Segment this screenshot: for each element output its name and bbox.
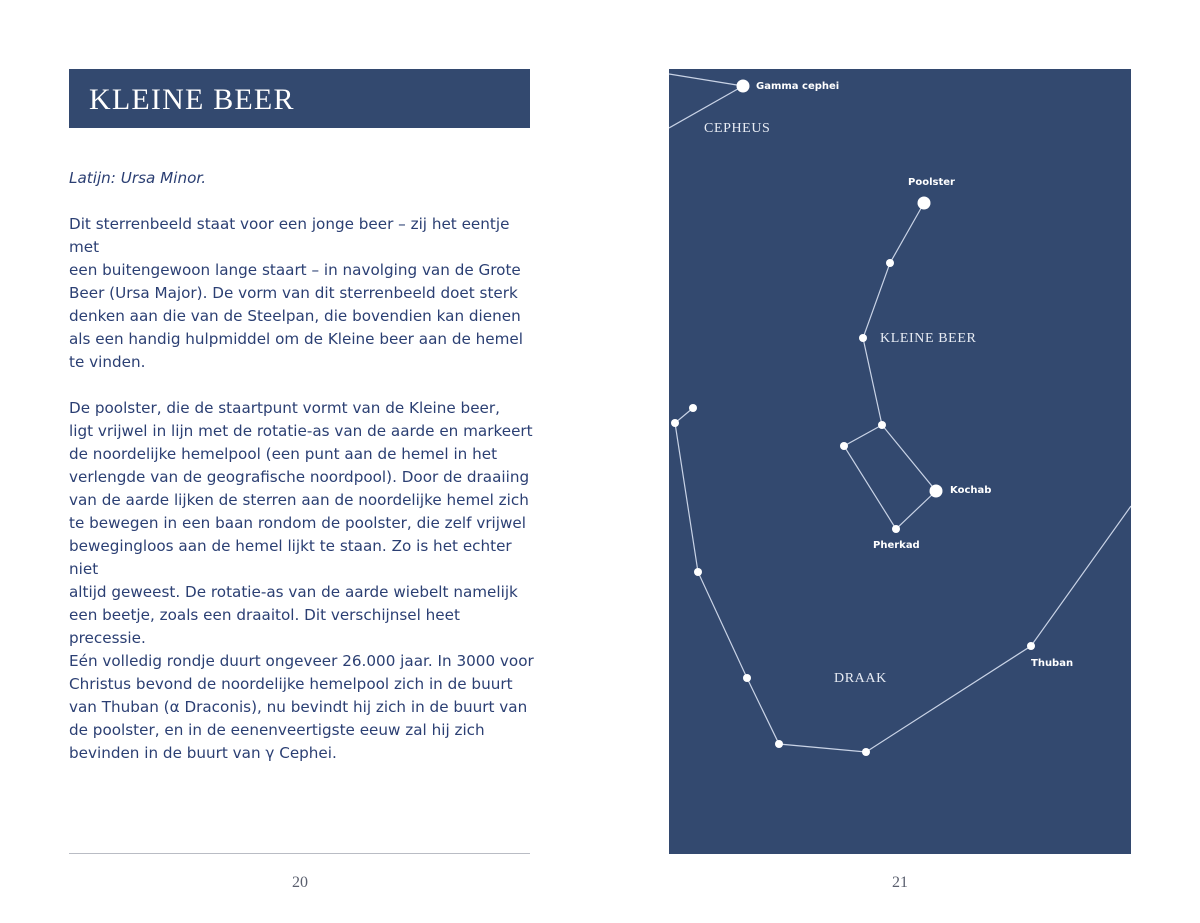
star-gamma-cephei (737, 80, 750, 93)
star-draco-5 (775, 740, 783, 748)
star-ursa-minor-7 (840, 442, 848, 450)
star-draco-6 (862, 748, 870, 756)
star-map-lines (669, 69, 1131, 854)
chapter-title: KLEINE BEER (89, 83, 295, 116)
page-number-left: 20 (292, 874, 308, 891)
label-gamma-cephei: Gamma cephei (756, 81, 840, 92)
label-kleine-beer: KLEINE BEER (880, 331, 977, 346)
paragraph-1: Dit sterrenbeeld staat voor een jonge beer – zij het eentje met een buitengewoon lange staart – in navolging van de Grote Beer (Ursa Major). De vorm van dit sterrenbeeld doet sterk denken aan die van de Steelpan, die bovendien kan dienen als een handig hulpmiddel om de Kleine beer aan de hemel te vinden. (69, 215, 523, 371)
draak-lines (675, 408, 1131, 752)
chapter-title-bar (69, 69, 530, 128)
kleine-beer-lines (844, 203, 936, 529)
label-poolster: Poolster (908, 177, 955, 188)
star-draco-3 (694, 568, 702, 576)
footer-divider (69, 853, 530, 854)
paragraph-2: De poolster, die de staartpunt vormt van de Kleine beer, ligt vrijwel in lijn met de rotatie-as van de aarde en markeert de noordelijke hemelpool (een punt aan de hemel in het verlengde van de geografische noordpool). Door de draaiing van de aarde lijken de sterren aan de noordelijke hemel zich te bewegen in een baan rondom de poolster, die zelf vrijwel bewegingloos aan de hemel lijkt te staan. Zo is het echter niet altijd geweest. De rotatie-as van de aarde wiebelt namelijk een beetje, zoals een draaitol. Dit verschijnsel heet precessie. Eén volledig rondje duurt ongeveer 26.000 jaar. In 3000 voor Christus bevond de noordelijke hemelpool zich in de buurt van Thuban (α Draconis), nu bevindt hij zich in de buurt van de poolster, en in de eenenveertigste eeuw zal hij zich bevinden in de buurt van γ Cephei. (69, 399, 534, 762)
star-thuban (1027, 642, 1035, 650)
label-cepheus: CEPHEUS (704, 121, 771, 136)
cepheus-line-1 (669, 74, 743, 86)
body-text (69, 167, 539, 788)
label-kochab: Kochab (950, 485, 992, 496)
star-map (669, 69, 1131, 854)
star-kochab (930, 485, 943, 498)
star-ursa-minor-3 (859, 334, 867, 342)
label-thuban: Thuban (1031, 658, 1074, 669)
star-draco-4 (743, 674, 751, 682)
star-draco-2 (671, 419, 679, 427)
star-poolster (918, 197, 931, 210)
star-draco-1 (689, 404, 697, 412)
latin-name: Latijn: Ursa Minor. (69, 169, 207, 187)
star-ursa-minor-2 (886, 259, 894, 267)
star-pherkad (892, 525, 900, 533)
page-number-right: 21 (892, 874, 908, 891)
label-draak: DRAAK (834, 671, 887, 686)
star-ursa-minor-4 (878, 421, 886, 429)
label-pherkad: Pherkad (873, 540, 920, 551)
